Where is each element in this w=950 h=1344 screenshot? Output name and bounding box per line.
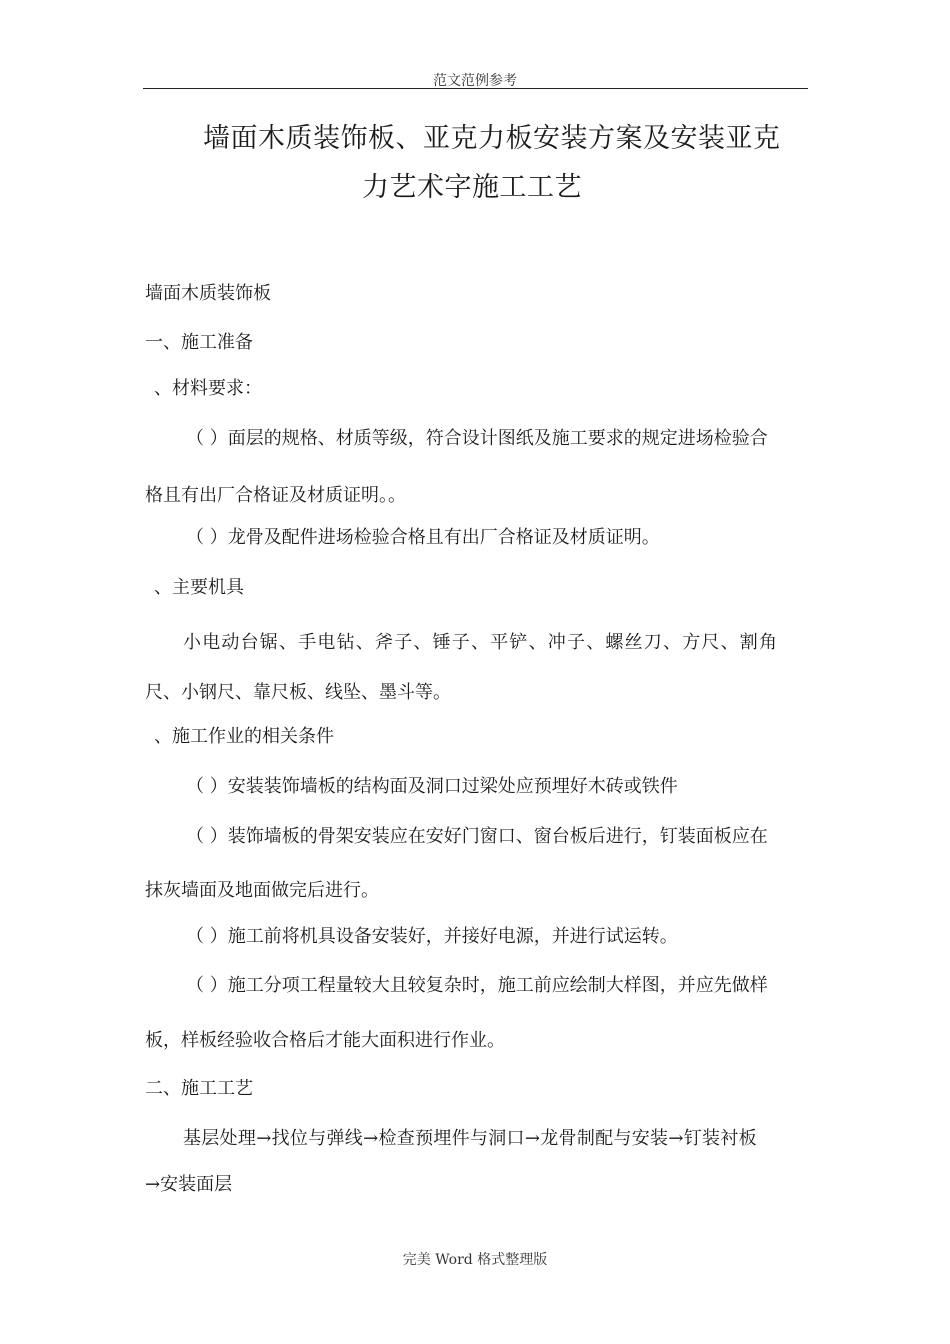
page-footer: 完美 Word 格式整理版: [402, 1252, 548, 1268]
header-rule: [143, 88, 808, 89]
paragraph-tools: 小电动台锯、手电钻、斧子、锤子、平铲、冲子、螺丝刀、方尺、割角: [183, 632, 779, 653]
document-title-line-1: 墙面木质装饰板、亚克力板安装方案及安装亚克: [203, 123, 781, 154]
heading-construction-prep: 一、施工准备: [145, 332, 253, 353]
paragraph-condition-2-cont: 抹灰墙面及地面做完后进行。: [145, 880, 379, 901]
paragraph-condition-3: （ ）施工前将机具设备安装好，并接好电源，并进行试运转。: [186, 926, 678, 947]
document-title-line-2: 力艺术字施工工艺: [362, 172, 582, 203]
paragraph-condition-4-cont: 板，样板经验收合格后才能大面积进行作业。: [145, 1030, 505, 1051]
paragraph-material-1: （ ）面层的规格、材质等级，符合设计图纸及施工要求的规定进场检验合: [186, 428, 768, 449]
paragraph-process-flow-cont: →安装面层: [145, 1174, 233, 1195]
subheading-work-conditions: 、施工作业的相关条件: [154, 726, 334, 747]
paragraph-material-2: （ ）龙骨及配件进场检验合格且有出厂合格证及材质证明。: [186, 527, 660, 548]
subheading-main-tools: 、主要机具: [154, 577, 244, 598]
page-header: 范文范例参考: [433, 73, 517, 89]
paragraph-condition-2: （ ）装饰墙板的骨架安装应在安好门窗口、窗台板后进行，钉装面板应在: [186, 826, 768, 847]
paragraph-material-1-cont: 格且有出厂合格证及材质证明。。: [145, 485, 406, 506]
section-heading-wall-panel: 墙面木质装饰板: [145, 283, 271, 304]
heading-construction-process: 二、施工工艺: [145, 1078, 253, 1099]
paragraph-condition-4: （ ）施工分项工程量较大且较复杂时，施工前应绘制大样图，并应先做样: [186, 975, 768, 996]
paragraph-condition-1: （ ）安装装饰墙板的结构面及洞口过梁处应预埋好木砖或铁件: [186, 776, 678, 797]
paragraph-tools-cont: 尺、小钢尺、靠尺板、线坠、墨斗等。: [145, 682, 451, 703]
subheading-material-requirements: 、材料要求：: [154, 378, 262, 399]
paragraph-process-flow: 基层处理→找位与弹线→检查预埋件与洞口→龙骨制配与安装→钉装衬板: [183, 1128, 757, 1149]
